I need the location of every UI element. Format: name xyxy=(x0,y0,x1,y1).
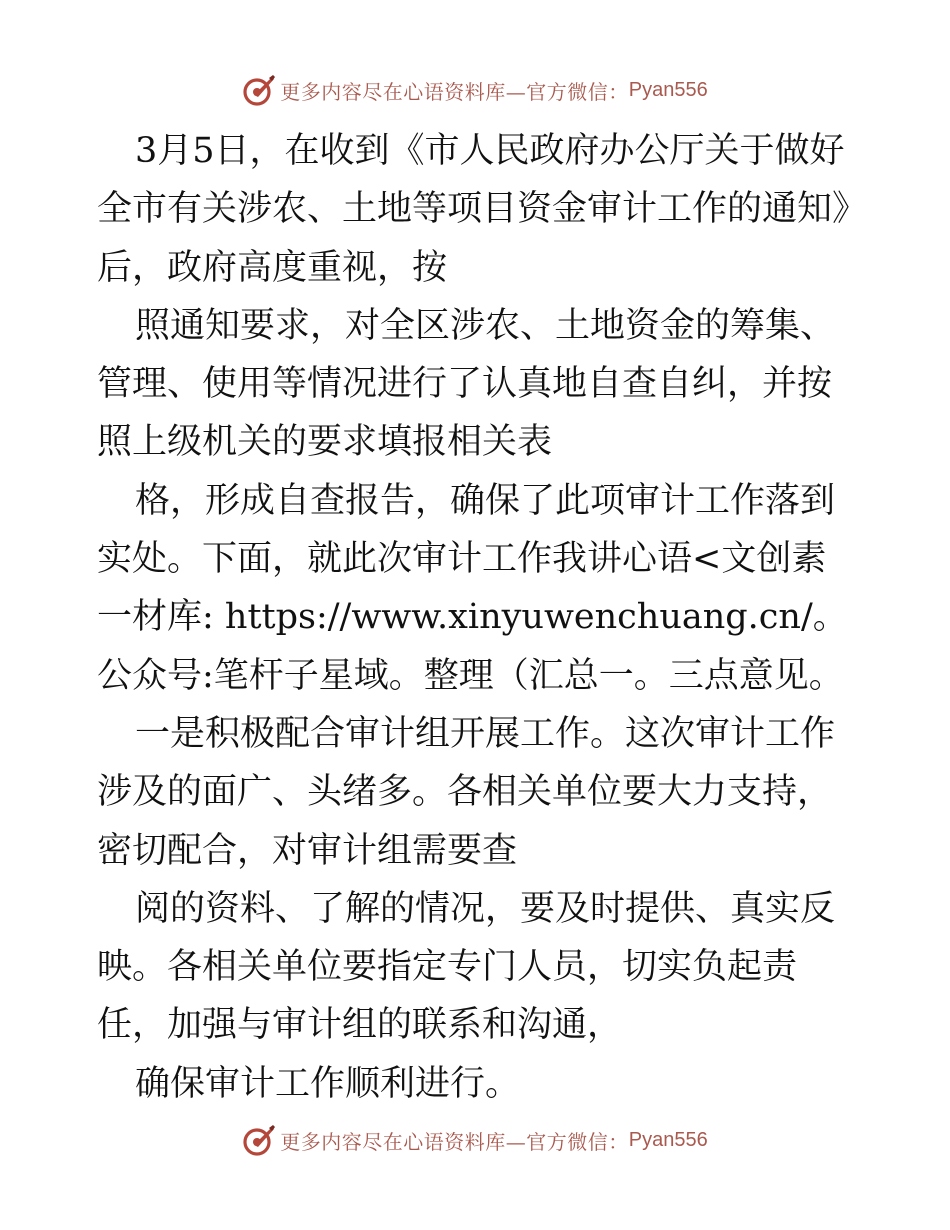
watermark-header xyxy=(0,70,950,110)
watermark-footer xyxy=(0,1120,950,1160)
paragraph: 一是积极配合审计组开展工作。这次审计工作涉及的面广、头绪多。各相关单位要大力支持，密切配合，对审计组需要查 xyxy=(97,713,836,871)
watermark-wechat-id: Pyan556 xyxy=(628,78,708,101)
feather-pen-logo-icon xyxy=(242,1123,276,1157)
document-body xyxy=(97,122,857,1113)
watermark-text: 更多内容尽在心语资料库—官方微信： xyxy=(280,1129,629,1154)
watermark-text: 更多内容尽在心语资料库—官方微信： xyxy=(280,79,629,104)
paragraph: 3月5日，在收到《市人民政府办公厅关于做好全市有关涉农、土地等项目资金审计工作的通知》后，政府高度重视，按 xyxy=(97,131,850,288)
watermark-wechat-id: Pyan556 xyxy=(628,1128,708,1151)
paragraph: 格，形成自查报告，确保了此项审计工作落到实处。下面，就此次审计工作我讲心语<文创素一材库: https://www.xinyuwenchuang.cn/。公众号:笔杆子星域。整理（汇总一。三点意见。 xyxy=(97,480,848,696)
paragraph: 照通知要求，对全区涉农、土地资金的筹集、管理、使用等情况进行了认真地自查自纠，并按照上级机关的要求填报相关表 xyxy=(97,305,836,463)
feather-pen-logo-icon xyxy=(242,73,276,107)
paragraph: 确保审计工作顺利进行。 xyxy=(135,1063,521,1104)
paragraph: 阅的资料、了解的情况，要及时提供、真实反映。各相关单位要指定专门人员，切实负起责任，加强与审计组的联系和沟通， xyxy=(97,888,836,1046)
